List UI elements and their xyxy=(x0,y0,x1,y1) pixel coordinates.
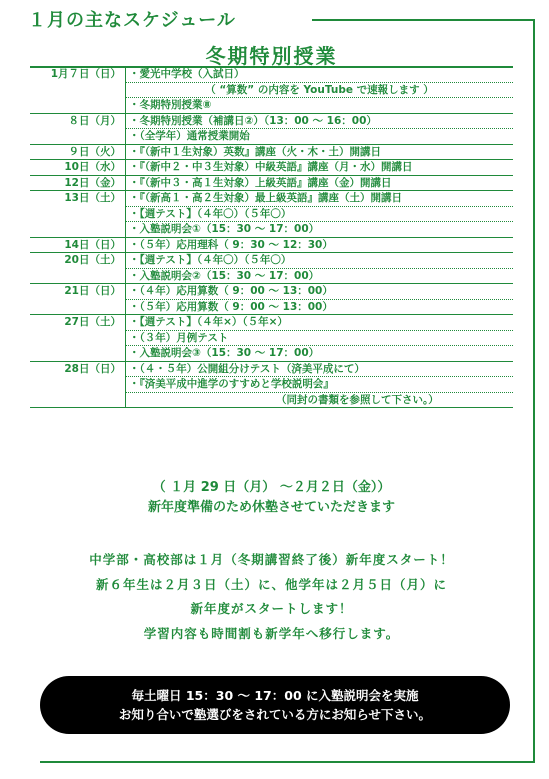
schedule-entry: ・（５年）応用理科（ 9：30 ～ 12：30） xyxy=(129,238,333,251)
closure-dates: （ １月 29 日（月） ～２月２日（金）） xyxy=(152,480,391,495)
schedule-group xyxy=(30,362,513,409)
schedule-entry: ・入塾説明会②（15：30 ～ 17：00） xyxy=(129,269,320,282)
schedule-date-cell xyxy=(30,253,126,283)
schedule-date-cell xyxy=(30,238,126,253)
schedule-entry: ・（４・５年）公開組分けテスト（済美平成にて） xyxy=(126,362,513,378)
schedule-entry: ・『（新高１・高２生対象）最上級英語』講座（土）開講日 xyxy=(126,191,513,207)
schedule-date-cell xyxy=(30,114,126,144)
schedule-group xyxy=(30,284,513,315)
schedule-date: 14日（日） xyxy=(64,238,121,251)
schedule-entries xyxy=(126,253,513,283)
schedule-entry: ・冬期特別授業⑧ xyxy=(129,99,212,111)
schedule-date: 27日（土） xyxy=(64,316,121,328)
closure-message: 新年度準備のため休塾させていただきます xyxy=(147,500,395,515)
schedule-group xyxy=(30,253,513,284)
schedule-date: ８日（月） xyxy=(68,114,121,127)
schedule-entry: ・冬期特別授業（補講日②）（13：00 ～ 16：00） xyxy=(126,114,513,130)
banner-title: 冬期特別授業 xyxy=(205,44,338,68)
schedule-group xyxy=(30,238,513,254)
schedule-date: 20日（土） xyxy=(64,254,121,266)
schedule-date: 28日（日） xyxy=(64,362,121,375)
schedule-date: 1月７日（日） xyxy=(50,68,121,80)
schedule-entry: ・愛光中学校（入試日） xyxy=(126,67,513,83)
schedule-entry: ・（５年）応用算数（ 9：00 ～ 13：00） xyxy=(129,300,333,313)
info-line-2: 新６年生は２月３日（土）に、他学年は２月５日（月）に xyxy=(95,576,447,592)
schedule-group xyxy=(30,67,513,114)
schedule-entry: ・『済美平成中進学のすすめと学校説明会』 xyxy=(126,377,513,393)
schedule-date: 13日（土） xyxy=(64,192,121,204)
info-line-3: 新年度がスタートします！ xyxy=(190,601,353,616)
schedule-date-cell xyxy=(30,362,126,408)
schedule-entries xyxy=(126,160,513,175)
schedule-entries xyxy=(126,67,513,113)
schedule-date: 12日（金） xyxy=(64,176,121,189)
schedule-date: ９日（火） xyxy=(68,145,121,158)
schedule-group xyxy=(30,176,513,192)
info-session-notice xyxy=(40,676,510,734)
schedule-entry: ・入塾説明会③（15：30 ～ 17：00） xyxy=(129,347,320,359)
schedule-entry: ・（全学年）通常授業開始 xyxy=(129,130,250,142)
frame-bottom-line xyxy=(40,761,535,763)
schedule-entry: ・【週テスト】（４年×）（５年×） xyxy=(126,315,513,331)
schedule-entries xyxy=(126,114,513,144)
schedule-entries xyxy=(126,362,513,408)
schedule-entry: ・【週テスト】（４年〇）（５年〇） xyxy=(126,253,513,269)
schedule-entry: （同封の書類を参照して下さい。） xyxy=(276,393,439,406)
schedule-entries xyxy=(126,315,513,361)
schedule-date-cell xyxy=(30,67,126,113)
info-line-1: 中学部・高校部は１月（冬期講習終了後）新年度スタート！ xyxy=(89,552,454,567)
schedule-entries xyxy=(126,284,513,314)
schedule-entries xyxy=(126,238,513,253)
notice-line-1: 毎土曜日 15：30 ～ 17：00 に入塾説明会を実施 xyxy=(131,688,419,703)
schedule-entries xyxy=(126,191,513,237)
frame-right-line xyxy=(533,19,535,762)
schedule-date-cell xyxy=(30,145,126,160)
schedule-group xyxy=(30,315,513,362)
new-year-info xyxy=(30,548,513,646)
schedule-entry: ・『（新中２・中３生対象）中級英語』講座（月・水）開講日 xyxy=(129,161,413,173)
schedule-entry: ・（４年）応用算数（ 9：00 ～ 13：00） xyxy=(126,284,513,300)
schedule-entry: ・（３年）月例テスト xyxy=(126,331,513,347)
page-title: １月の主なスケジュール xyxy=(28,10,236,31)
schedule-date-cell xyxy=(30,191,126,237)
schedule-entries xyxy=(126,176,513,191)
schedule-date-cell xyxy=(30,315,126,361)
schedule-group xyxy=(30,191,513,238)
schedule-entries xyxy=(126,145,513,160)
schedule-group xyxy=(30,145,513,161)
schedule-date-cell xyxy=(30,160,126,175)
schedule-date: 21日（日） xyxy=(64,285,121,297)
schedule-table xyxy=(30,67,513,408)
closure-notice xyxy=(30,478,513,518)
schedule-entry: ・『（新中３・高１生対象）上級英語』講座（金）開講日 xyxy=(129,176,392,189)
schedule-date-cell xyxy=(30,176,126,191)
schedule-group xyxy=(30,114,513,145)
notice-line-2: お知り合いで塾選びをされている方にお知らせ下さい。 xyxy=(118,707,432,722)
schedule-entry: ・入塾説明会①（15：30 ～ 17：00） xyxy=(129,223,320,235)
schedule-date-cell xyxy=(30,284,126,314)
info-line-4: 学習内容も時間割も新学年へ移行します。 xyxy=(143,625,400,641)
frame-top-line xyxy=(312,19,534,21)
schedule-entry: ・【週テスト】（４年〇）（５年〇） xyxy=(126,207,513,223)
schedule-entry: ・『（新中１生対象）英数』講座（火・木・土）開講日 xyxy=(129,145,381,158)
schedule-entry: （ “算数” の内容を YouTube で速報します ） xyxy=(126,83,513,99)
schedule-date: 10日（水） xyxy=(64,161,121,173)
schedule-group xyxy=(30,160,513,176)
